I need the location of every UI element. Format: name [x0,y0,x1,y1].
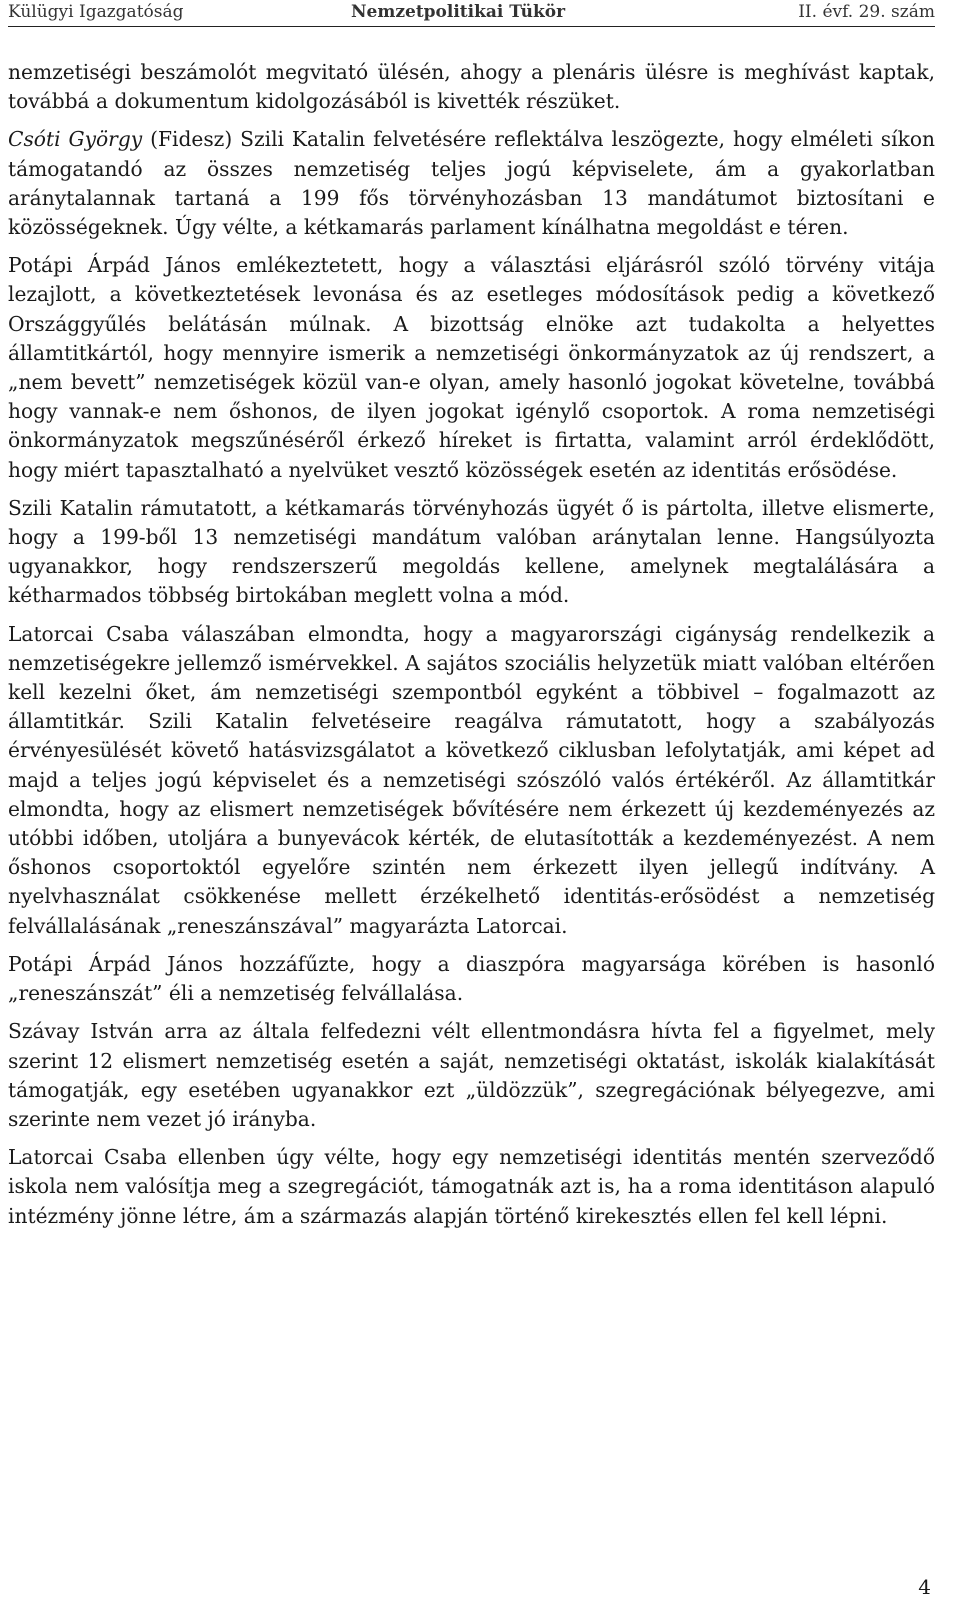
paragraph-3 [8,251,935,485]
page-number: 4 [918,1575,931,1599]
paragraph-8 [8,1143,935,1231]
paragraph-text: Latorcai Csaba válaszában elmondta, hogy a magyarországi cigányság rendelkezik a nemzetiségekre jellemző ismérvekkel. A sajátos szociális helyzetük miatt valóban eltérően kell kezelni őket, ám nemzetiségi szempontból egyként a többivel – fogalmazott az államtitkár. Szili Katalin felvetéseire reagálva rámutatott, hogy a szabályozás érvényesülését követő hatásvizsgálatot a következő ciklusban lefolytatják, ami képet ad majd a teljes jogú képviselet és a nemzetiségi szószóló valós értékéről. Az államtitkár elmondta, hogy az elismert nemzetiségek bővítésére nem érkezett új kezdeményezés az utóbbi időben, utoljára a bunyevácok kérték, de elutasították a kezdeményezést. A nem őshonos csoportoktól egyelőre szintén nem érkezett ilyen jellegű indítvány. A nyelvhasználat csökkenése mellett érzékelhető identitás-erősödést a nemzetiség felvállalásának „reneszánszával” magyarázta Latorcai. [8,621,935,938]
paragraph-text: (Fidesz) Szili Katalin felvetésére reflektálva leszögezte, hogy elméleti síkon támogatandó az összes nemzetiség teljes jogú képviselete, ám a gyakorlatban aránytalannak tartaná a 199 fős törvényhozásban 13 mandátumot biztosítani e közösségeknek. Úgy vélte, a kétkamarás parlament kínálhatna megoldást e téren. [8,127,936,240]
paragraph-4 [8,494,935,611]
paragraph-7 [8,1017,935,1134]
header-publication-title: Nemzetpolitikai Tükör [351,2,566,22]
paragraph-text: Latorcai Csaba ellenben úgy vélte, hogy egy nemzetiségi identitás mentén szerveződő iskola nem valósítja meg a szegregációt, támogatnák azt is, ha a roma identitáson alapuló intézmény jönne létre, ám a származás alapján történő kirekesztés ellen fel kell lépni. [8,1145,935,1228]
paragraph-text: Potápi Árpád János hozzáfűzte, hogy a diaszpóra magyarsága körében is hasonló „reneszánszát” éli a nemzetiség felvállalása. [8,951,935,1006]
page-header [8,0,935,27]
speaker-name: Csóti György [8,127,143,152]
paragraph-text: Potápi Árpád János emlékeztetett, hogy a választási eljárásról szóló törvény vitája lezajlott, a következtetések levonása és az esetleges módosítások pedig a következő Országgyűlés belátásán múlnak. A bizottság elnöke azt tudakolta a helyettes államtitkártól, hogy mennyire ismerik a nemzetiségi önkormányzatok az új rendszert, a „nem bevett” nemzetiségek közül van-e olyan, amely hasonló jogokat követelne, továbbá hogy vannak-e nem őshonos, de ilyen jogokat igénylő csoportok. A roma nemzetiségi önkormányzatok megszűnéséről érkező híreket is firtatta, valamint arról érdeklődött, hogy miért tapasztalható a nyelvüket vesztő közösségek esetén az identitás erősödése. [8,253,935,482]
paragraph-2 [8,125,935,242]
paragraph-text: nemzetiségi beszámolót megvitató ülésén, ahogy a plenáris ülésre is meghívást kaptak, továbbá a dokumentum kidolgozásából is kivették részüket. [8,60,935,114]
article-body [8,58,935,1231]
header-issue-number: II. évf. 29. szám [798,2,935,22]
paragraph-6 [8,950,935,1008]
header-organization: Külügyi Igazgatóság [8,2,184,22]
paragraph-text: Szili Katalin rámutatott, a kétkamarás törvényhozás ügyét ő is pártolta, illetve elismerte, hogy a 199-ből 13 nemzetiségi mandátum valóban aránytalan lenne. Hangsúlyozta ugyanakkor, hogy rendszerszerű megoldás kellene, amelynek megtalálására a kétharmados többség birtokában meglett volna a mód. [8,495,935,608]
paragraph-5 [8,620,935,941]
document-page [8,0,935,1609]
paragraph-text: Szávay István arra az általa felfedezni vélt ellentmondásra hívta fel a figyelmet, mely szerint 12 elismert nemzetiség esetén a saját, nemzetiségi oktatást, iskolák kialakítását támogatják, egy esetében ugyanakkor ezt „üldözzük”, szegregációnak bélyegezve, ami szerinte nem vezet jó irányba. [8,1019,935,1131]
paragraph-1 [8,58,935,116]
